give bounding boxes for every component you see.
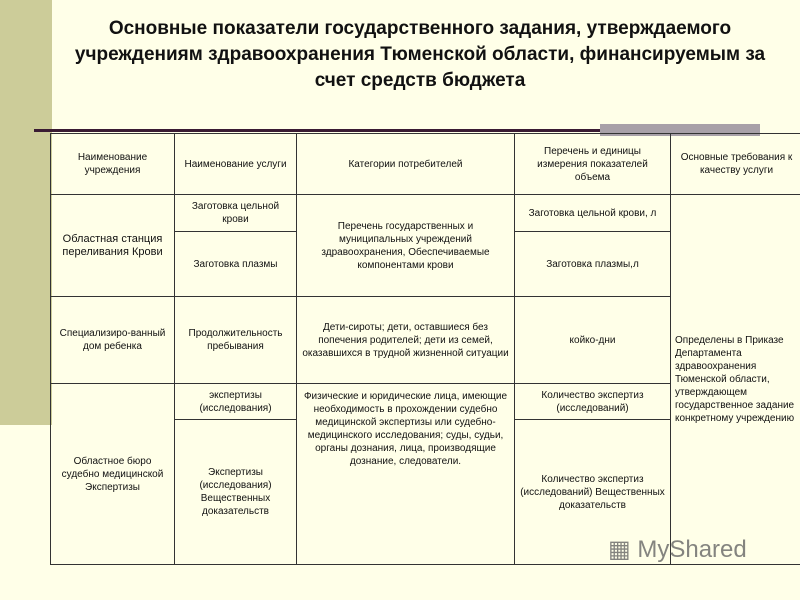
consumers-cell: Перечень государственных и муниципальных учреждений здравоохранения, Обеспечиваемые компонентами крови bbox=[297, 195, 515, 297]
quality-cell: Определены в Приказе Департамента здравоохранения Тюменской области, утверждающем государственное задание конкретному учреждению bbox=[671, 195, 800, 565]
table-row bbox=[51, 195, 800, 232]
service-cell: Заготовка цельной крови bbox=[175, 195, 297, 232]
header-cell: Категории потребителей bbox=[297, 134, 515, 195]
institution-cell: Областное бюро судебно медицинской Экспертизы bbox=[51, 384, 175, 565]
consumers-cell: Физические и юридические лица, имеющие необходимость в прохождении судебно медицинской экспертизы или судебно-медицинского исследования; суды, судьи, органы дознания, лица, производящие дознание, следователи. bbox=[297, 384, 515, 565]
service-cell: экспертизы (исследования) bbox=[175, 384, 297, 420]
slide-title: Основные показатели государственного задания, утверждаемого учреждениям здравоохранения Тюменской области, финансируемым за счет средств бюджета bbox=[74, 18, 766, 91]
service-cell: Продолжительность пребывания bbox=[175, 297, 297, 384]
service-cell: Заготовка плазмы bbox=[175, 232, 297, 297]
consumers-cell: Дети-сироты; дети, оставшиеся без попечения родителей; дети из семей, оказавшихся в трудной жизненной ситуации bbox=[297, 297, 515, 384]
institution-cell: Областная станция переливания Крови bbox=[51, 195, 175, 297]
measure-cell: Заготовка плазмы,л bbox=[515, 232, 671, 297]
divider-line bbox=[34, 129, 614, 132]
slide-sidebar-bar bbox=[0, 0, 52, 425]
measure-cell: Количество экспертиз (исследований) Вещественных доказательств bbox=[515, 420, 671, 565]
measure-cell: Количество экспертиз (исследований) bbox=[515, 384, 671, 420]
measure-cell: Заготовка цельной крови, л bbox=[515, 195, 671, 232]
watermark-logo: ▦ MyShared bbox=[608, 536, 747, 563]
header-cell: Перечень и единицы измерения показателей объема bbox=[515, 134, 671, 195]
header-cell: Наименование услуги bbox=[175, 134, 297, 195]
header-cell: Основные требования к качеству услуги bbox=[671, 134, 800, 195]
indicators-table bbox=[50, 133, 800, 565]
institution-cell: Специализиро-ванный дом ребенка bbox=[51, 297, 175, 384]
measure-cell: койко-дни bbox=[515, 297, 671, 384]
watermark-text: MyShared bbox=[637, 536, 747, 563]
service-cell: Экспертизы (исследования) Вещественных доказательств bbox=[175, 420, 297, 565]
header-cell: Наименование учреждения bbox=[51, 134, 175, 195]
table-header-row bbox=[51, 134, 800, 195]
